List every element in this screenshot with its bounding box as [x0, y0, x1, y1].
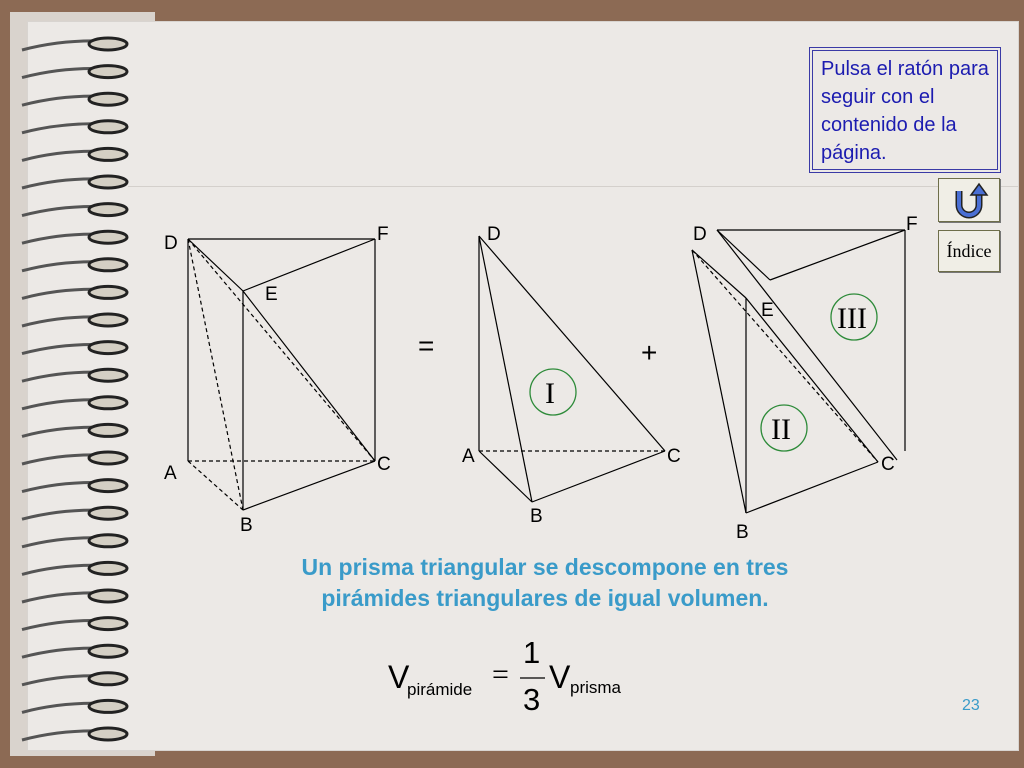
roman-label-III: III [837, 302, 867, 335]
pyramid-I-figure [479, 236, 665, 502]
label-D: D [693, 224, 707, 245]
index-button[interactable]: Índice [938, 230, 1000, 272]
label-E: E [761, 300, 774, 321]
label-B: B [736, 522, 749, 543]
label-D: D [487, 224, 501, 245]
caption [200, 552, 890, 614]
caption-line-2: pirámides triangulares de igual volumen. [321, 585, 769, 611]
label-A: A [462, 446, 475, 467]
label-B: B [240, 515, 253, 536]
formula-denominator: 3 [523, 682, 541, 717]
label-B: B [530, 506, 543, 527]
plus-sign: + [641, 337, 658, 368]
label-E: E [265, 284, 278, 305]
caption-line-1: Un prisma triangular se descompone en tres [301, 554, 789, 580]
roman-label-II: II [771, 413, 791, 446]
formula-rhs-sub: prisma [570, 678, 622, 697]
prism-figure [188, 239, 375, 510]
continue-notice-text: Pulsa el ratón para seguir con el contenido de la página. [821, 58, 989, 164]
label-C: C [377, 454, 391, 475]
pyramids-II-III-figure [692, 230, 905, 513]
page-number: 23 [962, 697, 980, 714]
roman-label-I: I [545, 377, 555, 410]
label-C: C [667, 446, 681, 467]
equals-sign: = [418, 330, 435, 361]
volume-formula [388, 635, 622, 717]
formula-rhs-var: V [549, 659, 571, 695]
label-A: A [164, 463, 177, 484]
label-D: D [164, 233, 178, 254]
label-F: F [906, 214, 918, 235]
label-C: C [881, 454, 895, 475]
formula-lhs-sub: pirámide [407, 680, 473, 699]
formula-equals: = [492, 658, 509, 691]
formula-lhs-var: V [388, 659, 410, 695]
formula-numerator: 1 [523, 635, 541, 670]
label-F: F [377, 224, 389, 245]
